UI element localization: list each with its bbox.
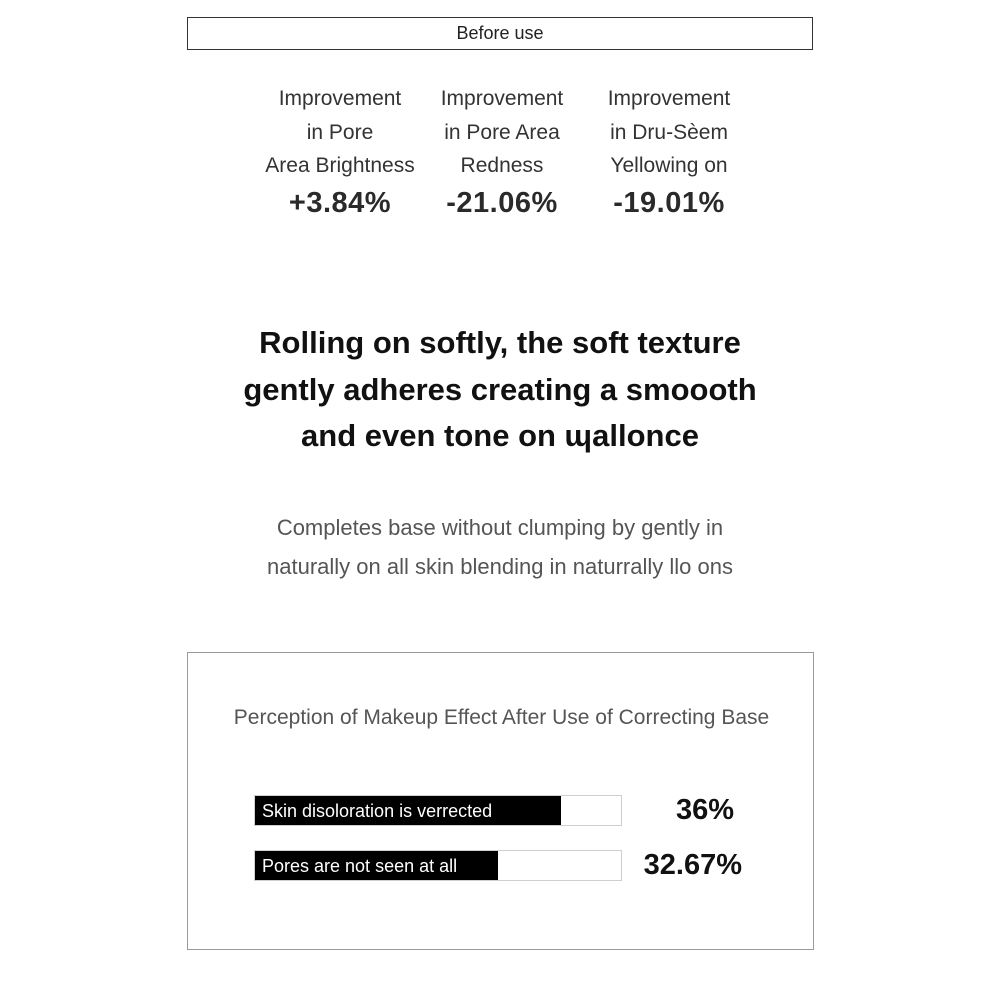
metric-pore-brightness	[255, 82, 425, 220]
metric-label-line: Improvement	[607, 87, 731, 110]
metric-label-line: Improvement	[440, 87, 564, 110]
headline-line: Rolling on softly, the soft texture	[259, 325, 741, 360]
description-line: naturally on all skin blending in naturrally llo ons	[267, 553, 733, 579]
survey-title: Perception of Makeup Effect After Use of Correcting Base	[233, 706, 770, 729]
metric-label-line: Improvement	[278, 87, 402, 110]
survey-panel	[187, 652, 814, 950]
headline-line: gently adheres creating a smoooth	[243, 371, 757, 407]
headline	[150, 320, 850, 460]
metric-label-line: Redness	[460, 154, 544, 177]
bar-track	[254, 795, 622, 826]
before-use-banner	[187, 17, 813, 50]
survey-bar-row	[254, 795, 746, 828]
description-line: Completes base without clumping by gently in	[276, 515, 724, 540]
metric-label-line: Yellowing on	[610, 154, 728, 177]
survey-bar-row	[254, 850, 746, 883]
bar-track	[254, 850, 622, 881]
metric-label-line: in Pore Area	[444, 120, 560, 144]
improvement-metrics	[0, 82, 1000, 232]
before-use-label: Before use	[456, 23, 544, 43]
metric-value: -21.06%	[446, 186, 558, 219]
description-text	[150, 509, 850, 586]
metric-value: -19.01%	[613, 186, 725, 219]
bar-label: Skin disoloration is verrected	[262, 801, 493, 821]
bar-value: 32.67%	[643, 849, 742, 881]
metric-label-line: Area Brightness	[265, 154, 415, 177]
metric-label-line: in Pore	[306, 120, 374, 144]
bar-value: 36%	[675, 794, 734, 826]
metric-value: +3.84%	[288, 186, 392, 219]
metric-label-line: in Dru-Sèem	[610, 120, 728, 144]
metric-pore-redness	[417, 82, 587, 220]
bar-label: Pores are not seen at all	[262, 856, 458, 876]
headline-line: and even tone on ɰallonce	[301, 418, 699, 453]
metric-yellowing	[584, 82, 754, 220]
